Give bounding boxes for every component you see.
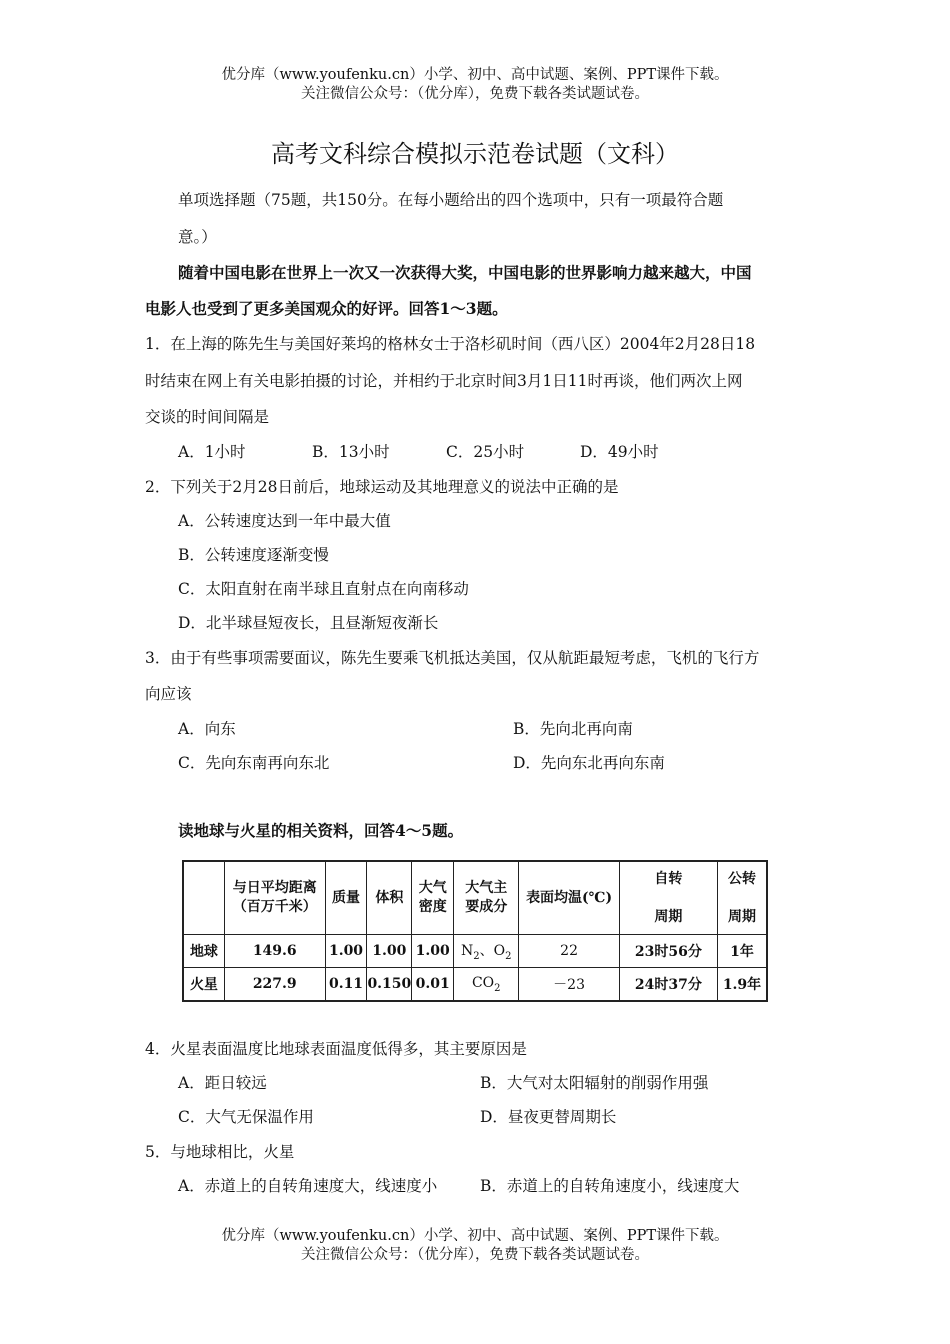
passage-1-line-2: 电影人也受到了更多美国观众的好评。回答1～3题。 bbox=[145, 299, 508, 318]
earth-mass: 1.00 bbox=[325, 935, 367, 968]
earth-mars-table bbox=[182, 860, 770, 1000]
header-line-1: 优分库（www.youfenku.cn）小学、初中、高中试题、案例、PPT课件下载。 bbox=[221, 67, 729, 83]
table-row-mars bbox=[183, 968, 767, 1002]
q5-option-b: B．赤道上的自转角速度小，线速度大 bbox=[480, 1177, 740, 1195]
q5-stem: 5．与地球相比，火星 bbox=[145, 1143, 295, 1161]
q3-option-c: C．先向东南再向东北 bbox=[178, 754, 330, 772]
passage-2: 读地球与火星的相关资料，回答4～5题。 bbox=[178, 821, 464, 840]
earth-temperature: 22 bbox=[519, 935, 619, 968]
q1-option-c: C．25小时 bbox=[446, 443, 525, 461]
header-atmosphere: 大气主 要成分 bbox=[454, 861, 519, 935]
earth-distance: 149.6 bbox=[224, 935, 325, 968]
footer-line-2: 关注微信公众号：（优分库），免费下载各类试题试卷。 bbox=[301, 1247, 649, 1263]
q4-option-d: D．昼夜更替周期长 bbox=[480, 1108, 617, 1126]
earth-density: 1.00 bbox=[412, 935, 454, 968]
q2-option-d: D．北半球昼短夜长，且昼渐短夜渐长 bbox=[178, 614, 439, 632]
mars-atmosphere: $CO_2$ bbox=[454, 968, 519, 1002]
table-row-earth bbox=[183, 935, 767, 968]
mars-volume: 0.150 bbox=[367, 968, 412, 1002]
earth-volume: 1.00 bbox=[367, 935, 412, 968]
earth-rotation: 23时56分 bbox=[619, 935, 717, 968]
q1-option-b: B．13小时 bbox=[312, 443, 390, 461]
earth-revolution: 1年 bbox=[717, 935, 767, 968]
q4-option-c: C．大气无保温作用 bbox=[178, 1108, 314, 1126]
mars-distance: 227.9 bbox=[224, 968, 325, 1002]
header-temperature: 表面均温(℃) bbox=[519, 861, 619, 935]
q5-option-a: A．赤道上的自转角速度大，线速度小 bbox=[178, 1177, 438, 1195]
q1-stem-line-1: 1．在上海的陈先生与美国好莱坞的格林女士于洛杉矶时间（西八区）2004年2月28日18 bbox=[145, 335, 756, 353]
q3-stem-line-1: 3．由于有些事项需要面议，陈先生要乘飞机抵达美国，仅从航距最短考虑，飞机的飞行方 bbox=[145, 649, 760, 667]
mars-mass: 0.11 bbox=[325, 968, 367, 1002]
table-corner-cell bbox=[183, 861, 224, 935]
q1-option-d: D．49小时 bbox=[580, 443, 659, 461]
footer-line-1: 优分库（www.youfenku.cn）小学、初中、高中试题、案例、PPT课件下载。 bbox=[221, 1228, 729, 1244]
mars-revolution: 1.9年 bbox=[717, 968, 767, 1002]
q3-option-d: D．先向东北再向东南 bbox=[513, 754, 665, 772]
header-revolution: 公转 周期 bbox=[717, 861, 767, 935]
q3-option-a: A．向东 bbox=[178, 720, 236, 738]
q4-option-b: B．大气对太阳辐射的削弱作用强 bbox=[480, 1074, 709, 1092]
q1-stem-line-3: 交谈的时间间隔是 bbox=[145, 408, 270, 426]
q1-option-a: A．1小时 bbox=[178, 443, 246, 461]
page-title: 高考文科综合模拟示范卷试题（文科） bbox=[271, 140, 679, 168]
mars-rotation: 24时37分 bbox=[619, 968, 717, 1002]
header-distance: 与日平均距离 （百万千米） bbox=[224, 861, 325, 935]
q4-option-a: A．距日较远 bbox=[178, 1074, 267, 1092]
row-label-earth: 地球 bbox=[183, 935, 224, 968]
instructions-line-1: 单项选择题（75题，共150分。在每小题给出的四个选项中，只有一项最符合题 bbox=[178, 191, 724, 209]
q1-stem-line-2: 时结束在网上有关电影拍摄的讨论，并相约于北京时间3月1日11时再谈，他们两次上网 bbox=[145, 372, 743, 390]
q3-stem-line-2: 向应该 bbox=[145, 685, 192, 703]
earth-atmosphere: $N_2$、$O_2$ bbox=[454, 935, 519, 968]
mars-temperature: －23 bbox=[519, 968, 619, 1002]
q4-stem: 4．火星表面温度比地球表面温度低得多，其主要原因是 bbox=[145, 1040, 527, 1058]
q2-option-a: A．公转速度达到一年中最大值 bbox=[178, 512, 391, 530]
header-density: 大气 密度 bbox=[412, 861, 454, 935]
header-volume: 体积 bbox=[367, 861, 412, 935]
q2-option-b: B．公转速度逐渐变慢 bbox=[178, 546, 329, 564]
mars-density: 0.01 bbox=[412, 968, 454, 1002]
header-mass: 质量 bbox=[325, 861, 367, 935]
q3-option-b: B．先向北再向南 bbox=[513, 720, 633, 738]
q2-stem: 2．下列关于2月28日前后，地球运动及其地理意义的说法中正确的是 bbox=[145, 478, 619, 496]
instructions-line-2: 意。） bbox=[178, 228, 217, 246]
header-rotation: 自转 周期 bbox=[619, 861, 717, 935]
row-label-mars: 火星 bbox=[183, 968, 224, 1002]
q2-option-c: C．太阳直射在南半球且直射点在向南移动 bbox=[178, 580, 469, 598]
passage-1-line-1: 随着中国电影在世界上一次又一次获得大奖，中国电影的世界影响力越来越大，中国 bbox=[178, 263, 752, 282]
header-line-2: 关注微信公众号：（优分库），免费下载各类试题试卷。 bbox=[301, 86, 649, 102]
